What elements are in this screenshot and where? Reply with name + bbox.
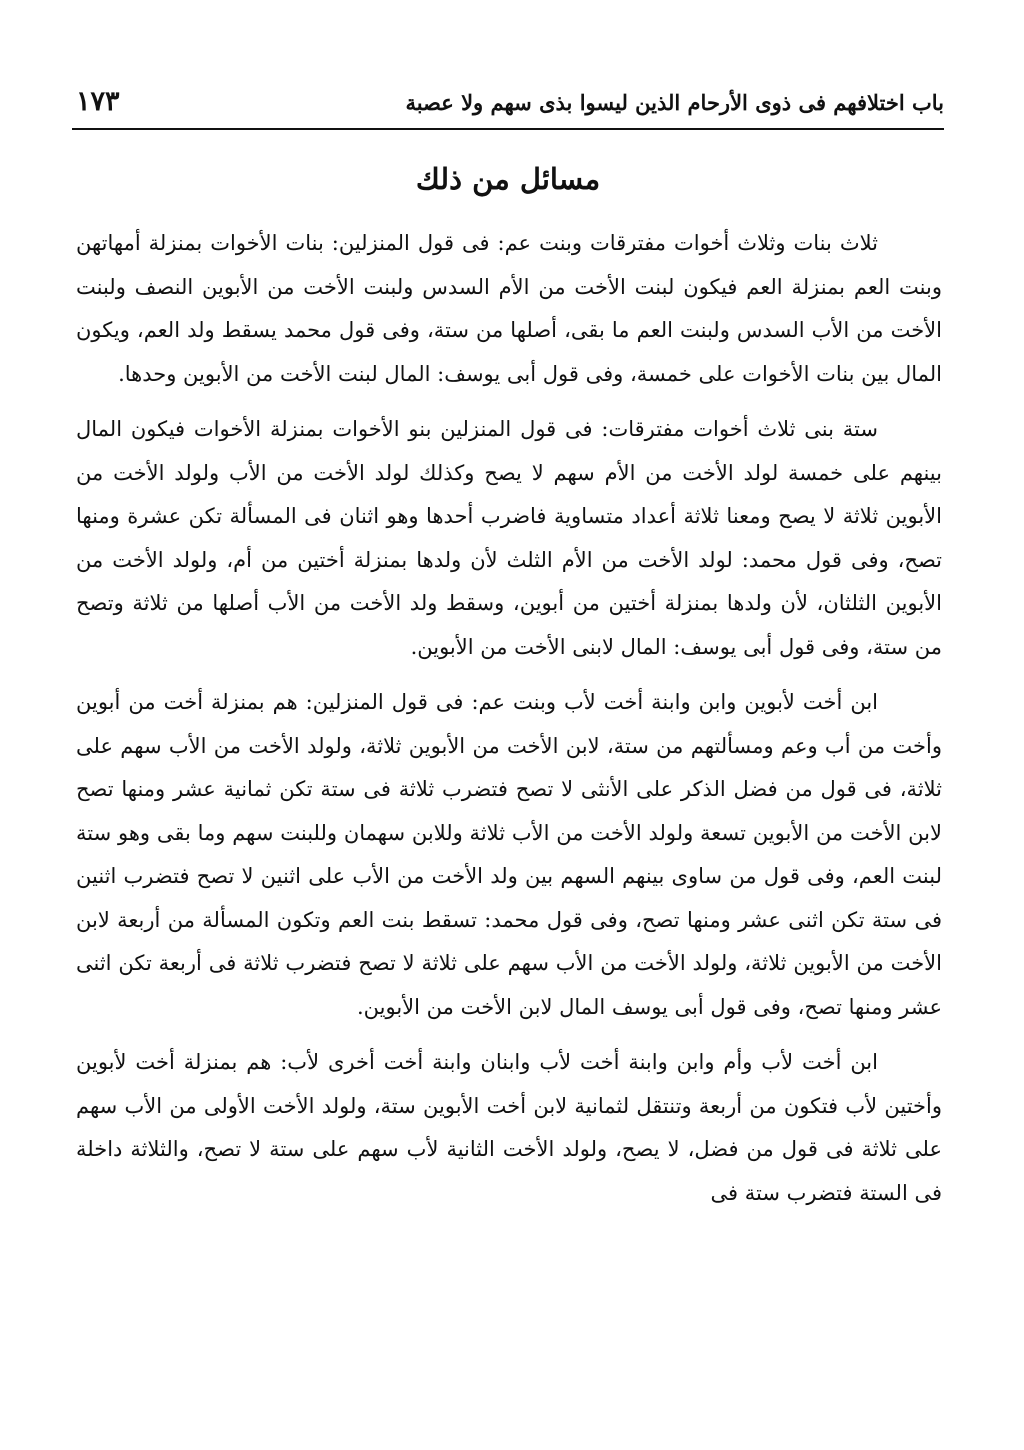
header-rule	[72, 128, 944, 130]
paragraph: ستة بنى ثلاث أخوات مفترقات: فى قول المنزلين بنو الأخوات بمنزلة الأخوات فيكون المال بينهم على خمسة لولد الأخت من الأم سهم لا يصح وكذلك لولد الأخت من الأب ولولد الأخت من الأبوين ثلاثة لا يصح ومعنا ثلاثة أعداد متساوية فاضرب أحدها وهو اثنان فى المسألة تكن عشرة ومنها تصح، وفى قول محمد: لولد الأخت من الأم الثلث لأن ولدها بمنزلة أختين من أم، ولولد الأخت من الأبوين الثلثان، لأن ولدها بمنزلة أختين من أبوين، وسقط ولد الأخت من الأب أصلها من ثلاثة وتصح من ستة، وفى قول أبى يوسف: المال لابنى الأخت من الأبوين.	[76, 417, 942, 659]
running-head: باب اختلافهم فى ذوى الأرحام الذين ليسوا بذى سهم ولا عصبة	[405, 90, 944, 115]
page-number: ١٧٣	[76, 86, 120, 117]
section-title: مسائل من ذلك	[415, 162, 601, 196]
page-header	[72, 86, 944, 126]
body-text	[76, 222, 942, 1227]
paragraph: ابن أخت لأب وأم وابن وابنة أخت لأب وابنان وابنة أخت أخرى لأب: هم بمنزلة أخت لأبوين وأختين لأب فتكون من أربعة وتنتقل لثمانية لابن أخت الأبوين ستة، ولولد الأخت الأولى من الأب سهم على ثلاثة فى قول من فضل، لا يصح، ولولد الأخت الثانية لأب سهم على ستة لا تصح، والثلاثة داخلة فى الستة فتضرب ستة فى	[76, 1050, 942, 1205]
paragraph: ثلاث بنات وثلاث أخوات مفترقات وبنت عم: فى قول المنزلين: بنات الأخوات بمنزلة أمهاتهن وبنت العم بمنزلة العم فيكون لبنت الأخت من الأم السدس ولبنت الأخت من الأبوين النصف ولبنت الأخت من الأب السدس ولبنت العم ما بقى، أصلها من ستة، وفى قول محمد يسقط ولد العم، ويكون المال بين بنات الأخوات على خمسة، وفى قول أبى يوسف: المال لبنت الأخت من الأبوين وحدها.	[76, 231, 942, 386]
paragraph: ابن أخت لأبوين وابن وابنة أخت لأب وبنت عم: فى قول المنزلين: هم بمنزلة أخت من أبوين وأخت من أب وعم ومسألتهم من ستة، لابن الأخت من الأبوين ثلاثة، ولولد الأخت من الأب سهم على ثلاثة، فى قول من فضل الذكر على الأنثى لا تصح فتضرب ثلاثة فى ستة تكن ثمانية عشر ومنها تصح لابن الأخت من الأبوين تسعة ولولد الأخت من الأب ثلاثة وللابن سهمان وللبنت سهم وما بقى وهو ستة لبنت العم، وفى قول من ساوى بينهم السهم بين ولد الأخت من الأب على اثنين لا تصح فتضرب اثنين فى ستة تكن اثنى عشر ومنها تصح، وفى قول محمد: تسقط بنت العم وتكون المسألة من أربعة لابن الأخت من الأبوين ثلاثة، ولولد الأخت من الأب سهم على ثلاثة لا تصح فتضرب ثلاثة فى أربعة تكن اثنى عشر ومنها تصح، وفى قول أبى يوسف المال لابن الأخت من الأبوين.	[76, 690, 942, 1019]
